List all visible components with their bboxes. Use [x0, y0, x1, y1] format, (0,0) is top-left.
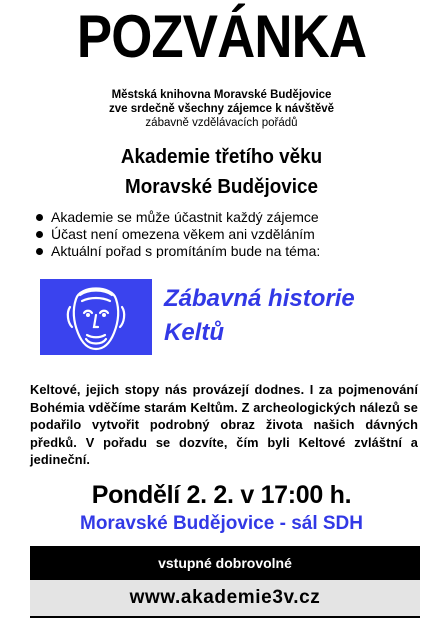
event-description: Keltové, jejich stopy nás provázejí dodnes. I za pojmenování Bohémia vděčíme starám Keltům. Z archeologických nálezů se podařilo vytvořit podrobný obraz života našich dávných předků. V pořadu se dozvíte, čím byli Keltové zvláštní a jedineční.: [30, 382, 418, 467]
intro-line-1: Městská knihovna Moravské Budějovice: [111, 89, 332, 101]
bullet-dot-icon: [36, 214, 43, 221]
bullet-dot-icon: [36, 248, 43, 255]
event-series-location: Moravské Budějovice: [125, 175, 318, 198]
event-series-title: Akademie třetího věku: [120, 145, 323, 168]
bullet-text: Aktuální pořad s promítáním bude na téma:: [51, 243, 321, 258]
bullet-item: [36, 209, 366, 226]
bullet-text: Účast není omezena věkem ani vzděláním: [51, 226, 315, 242]
event-date: Pondělí 2. 2. v 17:00 h.: [91, 481, 352, 509]
celtic-head-image: [40, 279, 152, 355]
intro-line-3: zábavně vzdělávacích pořádů: [145, 117, 298, 129]
event-venue: Moravské Budějovice - sál SDH: [80, 513, 363, 534]
info-bullet-list: [36, 209, 366, 258]
bullet-text: Akademie se může účastnit každý zájemce: [51, 209, 319, 225]
page-title: POZVÁNKA: [76, 3, 367, 70]
bullet-item: [36, 226, 366, 243]
bullet-dot-icon: [36, 231, 43, 238]
topic-title-line-2: Keltů: [164, 319, 224, 346]
website-link[interactable]: www.akademie3v.cz: [30, 580, 420, 618]
admission-banner: vstupné dobrovolné: [30, 546, 420, 580]
bullet-item: [36, 243, 366, 258]
topic-title-line-1: Zábavná historie: [164, 285, 355, 312]
celtic-head-icon: [40, 279, 152, 355]
intro-line-2: zve srdečně všechny zájemce k návštěvě: [108, 103, 335, 115]
